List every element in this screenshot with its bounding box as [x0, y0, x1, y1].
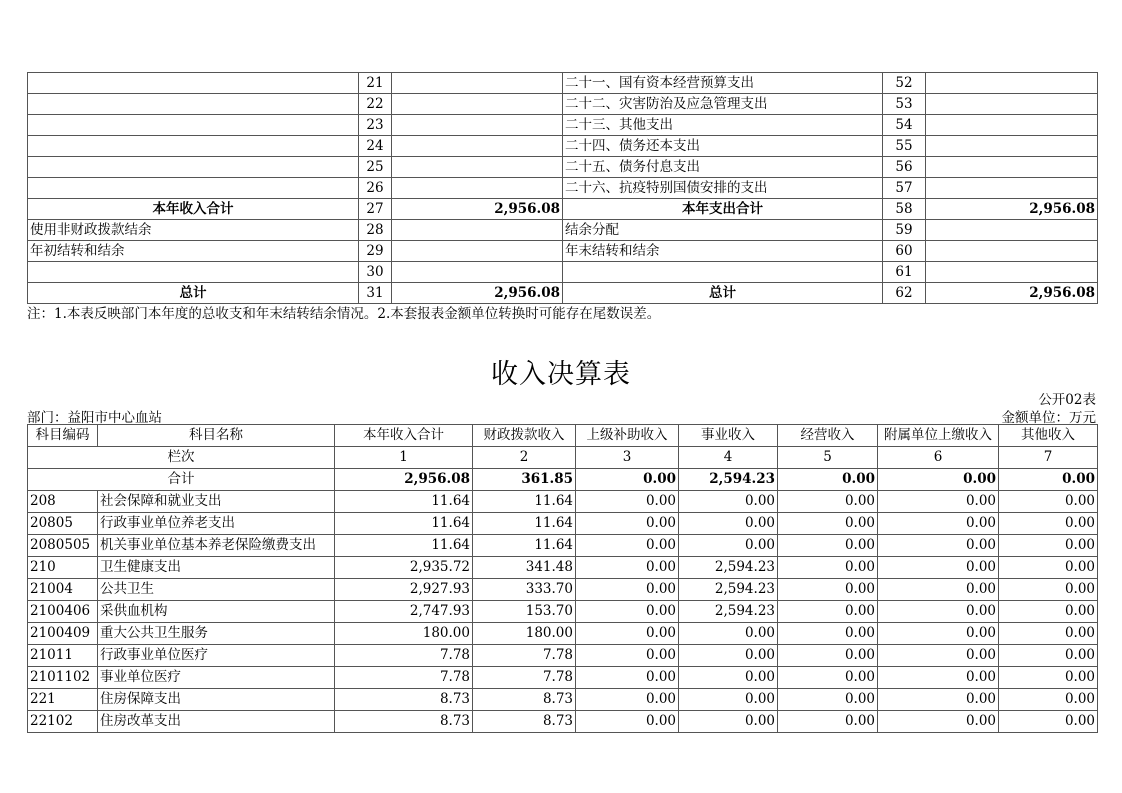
total-value: 2,594.23 — [679, 469, 778, 491]
expense-amount — [926, 262, 1098, 283]
column-number: 3 — [576, 447, 679, 469]
income-item — [28, 157, 359, 178]
table-row — [28, 557, 1098, 579]
column-number: 4 — [679, 447, 778, 469]
table-row — [28, 601, 1098, 623]
amount-cell: 0.00 — [999, 557, 1098, 579]
table-row — [28, 94, 1098, 115]
amount-cell: 0.00 — [679, 689, 778, 711]
amount-cell: 0.00 — [679, 711, 778, 733]
amount-cell: 0.00 — [878, 667, 999, 689]
table-row — [28, 262, 1098, 283]
total-label: 合计 — [28, 469, 335, 491]
income-item — [28, 115, 359, 136]
income-amount — [392, 73, 563, 94]
line-number: 28 — [359, 220, 392, 241]
income-item: 总计 — [28, 283, 359, 304]
subject-code: 221 — [28, 689, 98, 711]
amount-cell: 7.78 — [335, 645, 473, 667]
amount-cell: 0.00 — [679, 645, 778, 667]
expense-item: 二十五、债务付息支出 — [563, 157, 883, 178]
line-number: 53 — [883, 94, 926, 115]
amount-cell: 2,594.23 — [679, 601, 778, 623]
expense-item: 总计 — [563, 283, 883, 304]
amount-cell: 11.64 — [473, 491, 576, 513]
subject-name: 采供血机构 — [98, 601, 335, 623]
line-number: 21 — [359, 73, 392, 94]
amount-cell: 333.70 — [473, 579, 576, 601]
line-number: 62 — [883, 283, 926, 304]
income-item: 使用非财政拨款结余 — [28, 220, 359, 241]
income-item: 本年收入合计 — [28, 199, 359, 220]
page-title: 收入决算表 — [491, 359, 631, 390]
amount-cell: 2,594.23 — [679, 557, 778, 579]
line-number: 55 — [883, 136, 926, 157]
table-row — [28, 579, 1098, 601]
amount-cell: 0.00 — [878, 557, 999, 579]
line-number: 29 — [359, 241, 392, 262]
expense-amount — [926, 220, 1098, 241]
subject-code: 21011 — [28, 645, 98, 667]
expense-amount — [926, 136, 1098, 157]
amount-cell: 153.70 — [473, 601, 576, 623]
income-item — [28, 262, 359, 283]
amount-cell: 0.00 — [878, 513, 999, 535]
expense-item: 二十六、抗疫特别国债安排的支出 — [563, 178, 883, 199]
amount-cell: 341.48 — [473, 557, 576, 579]
amount-cell: 0.00 — [778, 557, 878, 579]
table-row — [28, 115, 1098, 136]
income-amount: 2,956.08 — [392, 283, 563, 304]
expense-item: 结余分配 — [563, 220, 883, 241]
column-number: 1 — [335, 447, 473, 469]
expense-item: 二十一、国有资本经营预算支出 — [563, 73, 883, 94]
amount-cell: 0.00 — [878, 623, 999, 645]
subject-name: 机关事业单位基本养老保险缴费支出 — [98, 535, 335, 557]
table-row — [28, 535, 1098, 557]
table-row — [28, 689, 1098, 711]
amount-cell: 8.73 — [335, 689, 473, 711]
table-row — [28, 711, 1098, 733]
line-number: 56 — [883, 157, 926, 178]
amount-cell: 0.00 — [878, 491, 999, 513]
column-number: 6 — [878, 447, 999, 469]
income-item — [28, 178, 359, 199]
subject-code: 2100406 — [28, 601, 98, 623]
column-index-label: 栏次 — [28, 447, 335, 469]
expense-amount — [926, 94, 1098, 115]
table-row — [28, 73, 1098, 94]
amount-cell: 0.00 — [778, 601, 878, 623]
amount-cell: 0.00 — [999, 711, 1098, 733]
amount-cell: 0.00 — [576, 623, 679, 645]
department-label: 部门：益阳市中心血站 — [27, 410, 162, 426]
subject-name: 行政事业单位养老支出 — [98, 513, 335, 535]
subject-code: 20805 — [28, 513, 98, 535]
amount-cell: 0.00 — [778, 579, 878, 601]
amount-cell: 0.00 — [679, 491, 778, 513]
expense-amount — [926, 73, 1098, 94]
column-header: 本年收入合计 — [335, 425, 473, 447]
income-item — [28, 94, 359, 115]
amount-cell: 7.78 — [335, 667, 473, 689]
line-number: 54 — [883, 115, 926, 136]
subject-name: 事业单位医疗 — [98, 667, 335, 689]
income-item: 年初结转和结余 — [28, 241, 359, 262]
amount-cell: 11.64 — [335, 491, 473, 513]
table-row — [28, 283, 1098, 304]
amount-cell: 0.00 — [778, 689, 878, 711]
amount-cell: 0.00 — [999, 601, 1098, 623]
subject-name: 重大公共卫生服务 — [98, 623, 335, 645]
income-amount — [392, 115, 563, 136]
amount-cell: 0.00 — [576, 491, 679, 513]
column-header: 财政拨款收入 — [473, 425, 576, 447]
amount-cell: 0.00 — [999, 491, 1098, 513]
line-number: 25 — [359, 157, 392, 178]
table-row — [28, 667, 1098, 689]
expense-item — [563, 262, 883, 283]
amount-cell: 0.00 — [878, 535, 999, 557]
amount-cell: 0.00 — [999, 623, 1098, 645]
income-table — [27, 424, 1098, 733]
column-header: 附属单位上缴收入 — [878, 425, 999, 447]
table-row — [28, 513, 1098, 535]
income-amount — [392, 178, 563, 199]
line-number: 57 — [883, 178, 926, 199]
amount-cell: 0.00 — [576, 645, 679, 667]
expense-amount — [926, 178, 1098, 199]
line-number: 23 — [359, 115, 392, 136]
income-amount — [392, 94, 563, 115]
total-value: 0.00 — [576, 469, 679, 491]
amount-cell: 0.00 — [679, 623, 778, 645]
subject-name: 社会保障和就业支出 — [98, 491, 335, 513]
amount-cell: 2,927.93 — [335, 579, 473, 601]
line-number: 59 — [883, 220, 926, 241]
total-value: 0.00 — [878, 469, 999, 491]
total-value: 0.00 — [999, 469, 1098, 491]
amount-cell: 0.00 — [576, 557, 679, 579]
form-code: 公开02表 — [1038, 392, 1096, 408]
income-amount — [392, 220, 563, 241]
amount-cell: 0.00 — [576, 667, 679, 689]
amount-cell: 0.00 — [778, 491, 878, 513]
table-row — [28, 178, 1098, 199]
expense-item: 本年支出合计 — [563, 199, 883, 220]
line-number: 22 — [359, 94, 392, 115]
amount-cell: 0.00 — [999, 667, 1098, 689]
column-header: 其他收入 — [999, 425, 1098, 447]
income-amount: 2,956.08 — [392, 199, 563, 220]
expense-amount: 2,956.08 — [926, 283, 1098, 304]
column-number: 2 — [473, 447, 576, 469]
amount-cell: 0.00 — [878, 645, 999, 667]
amount-cell: 0.00 — [576, 601, 679, 623]
table-row — [28, 491, 1098, 513]
total-value: 361.85 — [473, 469, 576, 491]
table-row — [28, 199, 1098, 220]
line-number: 24 — [359, 136, 392, 157]
income-item — [28, 136, 359, 157]
line-number: 60 — [883, 241, 926, 262]
amount-cell: 0.00 — [999, 535, 1098, 557]
amount-cell: 0.00 — [778, 535, 878, 557]
line-number: 27 — [359, 199, 392, 220]
income-amount — [392, 136, 563, 157]
column-number: 7 — [999, 447, 1098, 469]
subject-code: 2101102 — [28, 667, 98, 689]
subject-name: 行政事业单位医疗 — [98, 645, 335, 667]
column-header: 科目编码 — [28, 425, 98, 447]
column-header: 经营收入 — [778, 425, 878, 447]
subject-name: 住房保障支出 — [98, 689, 335, 711]
amount-cell: 0.00 — [878, 711, 999, 733]
column-number: 5 — [778, 447, 878, 469]
subject-name: 卫生健康支出 — [98, 557, 335, 579]
table-row — [28, 136, 1098, 157]
column-index-row — [28, 447, 1098, 469]
column-header: 科目名称 — [98, 425, 335, 447]
amount-cell: 0.00 — [778, 711, 878, 733]
summary-table — [27, 72, 1098, 304]
amount-cell: 11.64 — [335, 513, 473, 535]
expense-item: 二十二、灾害防治及应急管理支出 — [563, 94, 883, 115]
table-row — [28, 220, 1098, 241]
table-row — [28, 157, 1098, 178]
expense-amount: 2,956.08 — [926, 199, 1098, 220]
expense-item: 二十三、其他支出 — [563, 115, 883, 136]
amount-cell: 11.64 — [473, 513, 576, 535]
subject-code: 208 — [28, 491, 98, 513]
amount-cell: 11.64 — [335, 535, 473, 557]
subject-code: 210 — [28, 557, 98, 579]
amount-cell: 2,747.93 — [335, 601, 473, 623]
amount-cell: 8.73 — [473, 689, 576, 711]
column-header: 事业收入 — [679, 425, 778, 447]
subject-code: 21004 — [28, 579, 98, 601]
amount-cell: 0.00 — [778, 645, 878, 667]
amount-cell: 7.78 — [473, 667, 576, 689]
line-number: 26 — [359, 178, 392, 199]
amount-cell: 0.00 — [878, 579, 999, 601]
amount-cell: 0.00 — [999, 689, 1098, 711]
amount-cell: 8.73 — [473, 711, 576, 733]
table-row — [28, 645, 1098, 667]
amount-cell: 0.00 — [576, 513, 679, 535]
amount-cell: 0.00 — [878, 689, 999, 711]
footnote: 注：1.本表反映部门本年度的总收支和年末结转结余情况。2.本套报表金额单位转换时可能存在尾数误差。 — [27, 306, 661, 322]
amount-cell: 0.00 — [576, 689, 679, 711]
subject-name: 住房改革支出 — [98, 711, 335, 733]
column-header: 上级补助收入 — [576, 425, 679, 447]
amount-cell: 0.00 — [576, 579, 679, 601]
amount-unit-label: 金额单位：万元 — [1001, 410, 1096, 426]
amount-cell: 0.00 — [679, 535, 778, 557]
amount-cell: 0.00 — [878, 601, 999, 623]
amount-cell: 180.00 — [473, 623, 576, 645]
line-number: 30 — [359, 262, 392, 283]
income-amount — [392, 157, 563, 178]
total-value: 0.00 — [778, 469, 878, 491]
amount-cell: 0.00 — [999, 579, 1098, 601]
expense-amount — [926, 241, 1098, 262]
subject-code: 2080505 — [28, 535, 98, 557]
subject-code: 2100409 — [28, 623, 98, 645]
amount-cell: 180.00 — [335, 623, 473, 645]
expense-amount — [926, 115, 1098, 136]
expense-item: 二十四、债务还本支出 — [563, 136, 883, 157]
total-row — [28, 469, 1098, 491]
amount-cell: 0.00 — [778, 623, 878, 645]
subject-name: 公共卫生 — [98, 579, 335, 601]
amount-cell: 0.00 — [679, 513, 778, 535]
amount-cell: 11.64 — [473, 535, 576, 557]
subject-code: 22102 — [28, 711, 98, 733]
income-amount — [392, 241, 563, 262]
income-amount — [392, 262, 563, 283]
expense-item: 年末结转和结余 — [563, 241, 883, 262]
line-number: 61 — [883, 262, 926, 283]
line-number: 31 — [359, 283, 392, 304]
amount-cell: 0.00 — [576, 535, 679, 557]
amount-cell: 2,594.23 — [679, 579, 778, 601]
table-row — [28, 241, 1098, 262]
expense-amount — [926, 157, 1098, 178]
amount-cell: 8.73 — [335, 711, 473, 733]
header-row — [28, 425, 1098, 447]
amount-cell: 0.00 — [999, 513, 1098, 535]
table-row — [28, 623, 1098, 645]
line-number: 52 — [883, 73, 926, 94]
amount-cell: 0.00 — [778, 667, 878, 689]
amount-cell: 0.00 — [999, 645, 1098, 667]
amount-cell: 2,935.72 — [335, 557, 473, 579]
amount-cell: 0.00 — [778, 513, 878, 535]
line-number: 58 — [883, 199, 926, 220]
amount-cell: 7.78 — [473, 645, 576, 667]
income-item — [28, 73, 359, 94]
amount-cell: 0.00 — [679, 667, 778, 689]
total-value: 2,956.08 — [335, 469, 473, 491]
amount-cell: 0.00 — [576, 711, 679, 733]
